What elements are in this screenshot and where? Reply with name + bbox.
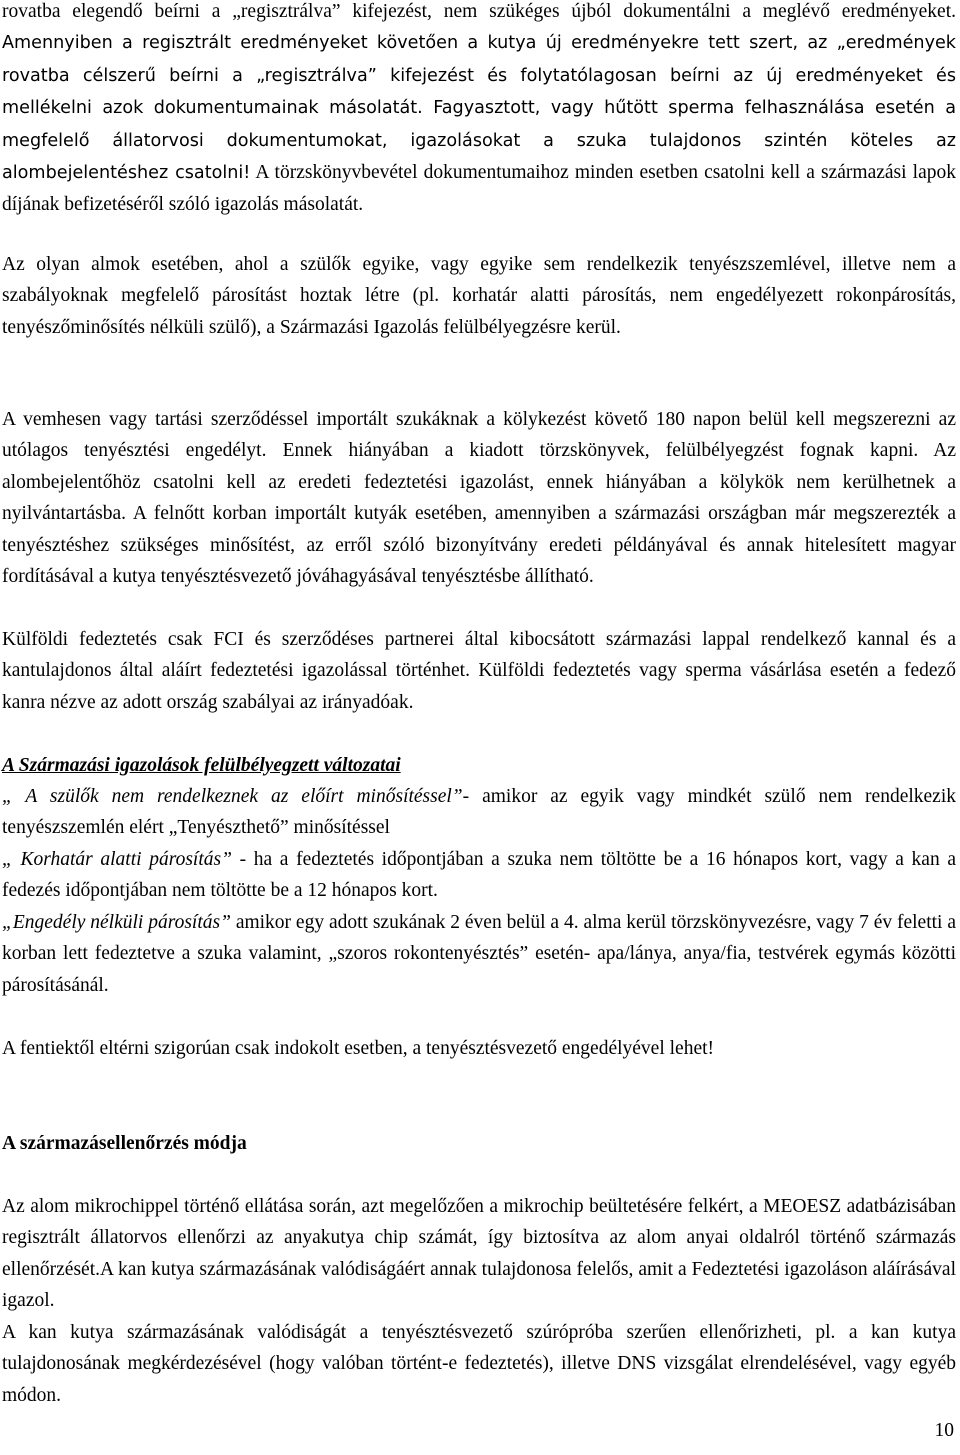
- list-item: [2, 907, 956, 1001]
- list-item: [2, 781, 956, 844]
- page-number: 10: [934, 1420, 954, 1441]
- list-item: [2, 844, 956, 907]
- paragraph-part: Amennyiben a regisztrált eredményeket követően a kutya új eredményekre tett szert, az „eredmények rovatba célszerű beírni a „regisztrálva” kifejezést és folytatólagosan beírni az új eredményeket és mellékelni azok dokumentumainak másolatát.: [2, 33, 956, 119]
- item-description: amikor egy adott szukának 2 éven belül a 4. alma kerül törzskönyvezésre, vagy 7 év feletti a korban lett fedeztetve a szuka valamint, „szoros rokontenyésztés” esetén- apa/lánya, anya/fia, testvérek egymás közötti párosításánál.: [2, 912, 956, 996]
- paragraph-overstamp: Az olyan almok esetében, ahol a szülők egyike, vagy egyike sem rendelkezik tenyészszemlével, illetve nem a szabályoknak megfelelő párosítást hoztak létre (pl. korhatár alatti párosítás, nem engedélyezett rokonpárosítás, tenyészőminősítés nélküli szülő), a Származási Igazolás felülbélyegzésre kerül.: [2, 254, 956, 338]
- item-term: „ Korhatár alatti párosítás”: [2, 849, 232, 870]
- paragraph-part: rovatba elegendő beírni a „regisztrálva” kifejezést, nem szükéges újból dokumentálni a meglévő eredményeket.: [2, 1, 956, 22]
- item-description: - amikor az egyik vagy mindkét szülő nem rendelkezik tenyészszemlén elért „Tenyészthető” minősítéssel: [2, 786, 956, 839]
- paragraph-part: Fagyasztott, vagy hűtött sperma felhasználása esetén a megfelelő állatorvosi dokumentumokat, igazolásokat a szuka tulajdonos szintén köteles az alombejelentéshez csatolni!: [2, 98, 956, 184]
- paragraph-registered-results: [2, 0, 956, 221]
- paragraph-foreign-mating: Külföldi fedeztetés csak FCI és szerződéses partnerei által kibocsátott származási lappal rendelkező kannal és a kantulajdonos által aláírt fedeztetési igazolással történhet. Külföldi fedeztetés vagy sperma vásárlása esetén a fedező kanra nézve az adott ország szabályai az irányadóak.: [2, 629, 956, 713]
- item-term: „ A szülők nem rendelkeznek az előírt minősítéssel”: [2, 786, 463, 807]
- item-term: „Engedély nélküli párosítás”: [2, 912, 231, 933]
- item-description: - ha a fedeztetés időpontjában a szuka nem töltötte be a 16 hónapos kort, vagy a kan a fedezés időpontjában nem töltötte be a 12 hónapos kort.: [2, 849, 956, 902]
- section-heading-origin-check: A származásellenőrzés módja: [2, 1133, 247, 1154]
- section-heading-overstamp-variants: A Származási igazolások felülbélyegzett változatai: [2, 755, 401, 776]
- paragraph-part: A törzskönyvbevétel dokumentumaihoz minden esetben csatolni kell a származási lapok díjának befizetéséről szóló igazolás másolatát.: [2, 162, 956, 216]
- paragraph-microchip: Az alom mikrochippel történő ellátása során, azt megelőzően a mikrochip beültetésére felkért, a MEOESZ adatbázisában regisztrált állatorvos ellenőrzi az anyakutya chip számát, így biztosítva az alom anyai oldalról történő származás ellenőrzését.A kan kutya származásának valódiságáért annak tulajdonosa felelős, amit a Fedeztetési igazoláson aláírásával igazol.: [2, 1196, 956, 1312]
- paragraph-dna-check: A kan kutya származásának valódiságát a tenyésztésvezető szúrópróba szerűen ellenőrizheti, pl. a kan kutya tulajdonosának megkérdezésével (hogy valóban történt-e fedeztetés), illetve DNS vizsgálat elrendelésével, vagy egyéb módon.: [2, 1322, 956, 1406]
- paragraph-exceptions: A fentiektől eltérni szigorúan csak indokolt esetben, a tenyésztésvezető engedélyével lehet!: [2, 1038, 715, 1059]
- paragraph-import: A vemhesen vagy tartási szerződéssel importált szukáknak a kölykezést követő 180 napon belül kell megszerezni az utólagos tenyésztési engedélyt. Ennek hiányában a kiadott törzskönyvek, felülbélyegzést fognak kapni. Az alombejelentőhöz csatolni kell az eredeti fedeztetési igazolást, ennek hiányában a kölykök nem kerülhetnek a nyilvántartásba. A felnőtt korban importált kutyák esetében, amennyiben a származási országban már megszerezték a tenyésztéshez szükséges minősítést, az erről szóló bizonyítvány eredeti példányával és annak hitelesített magyar fordításával a kutya tenyésztésvezető jóváhagyásával tenyésztésbe állítható.: [2, 409, 956, 588]
